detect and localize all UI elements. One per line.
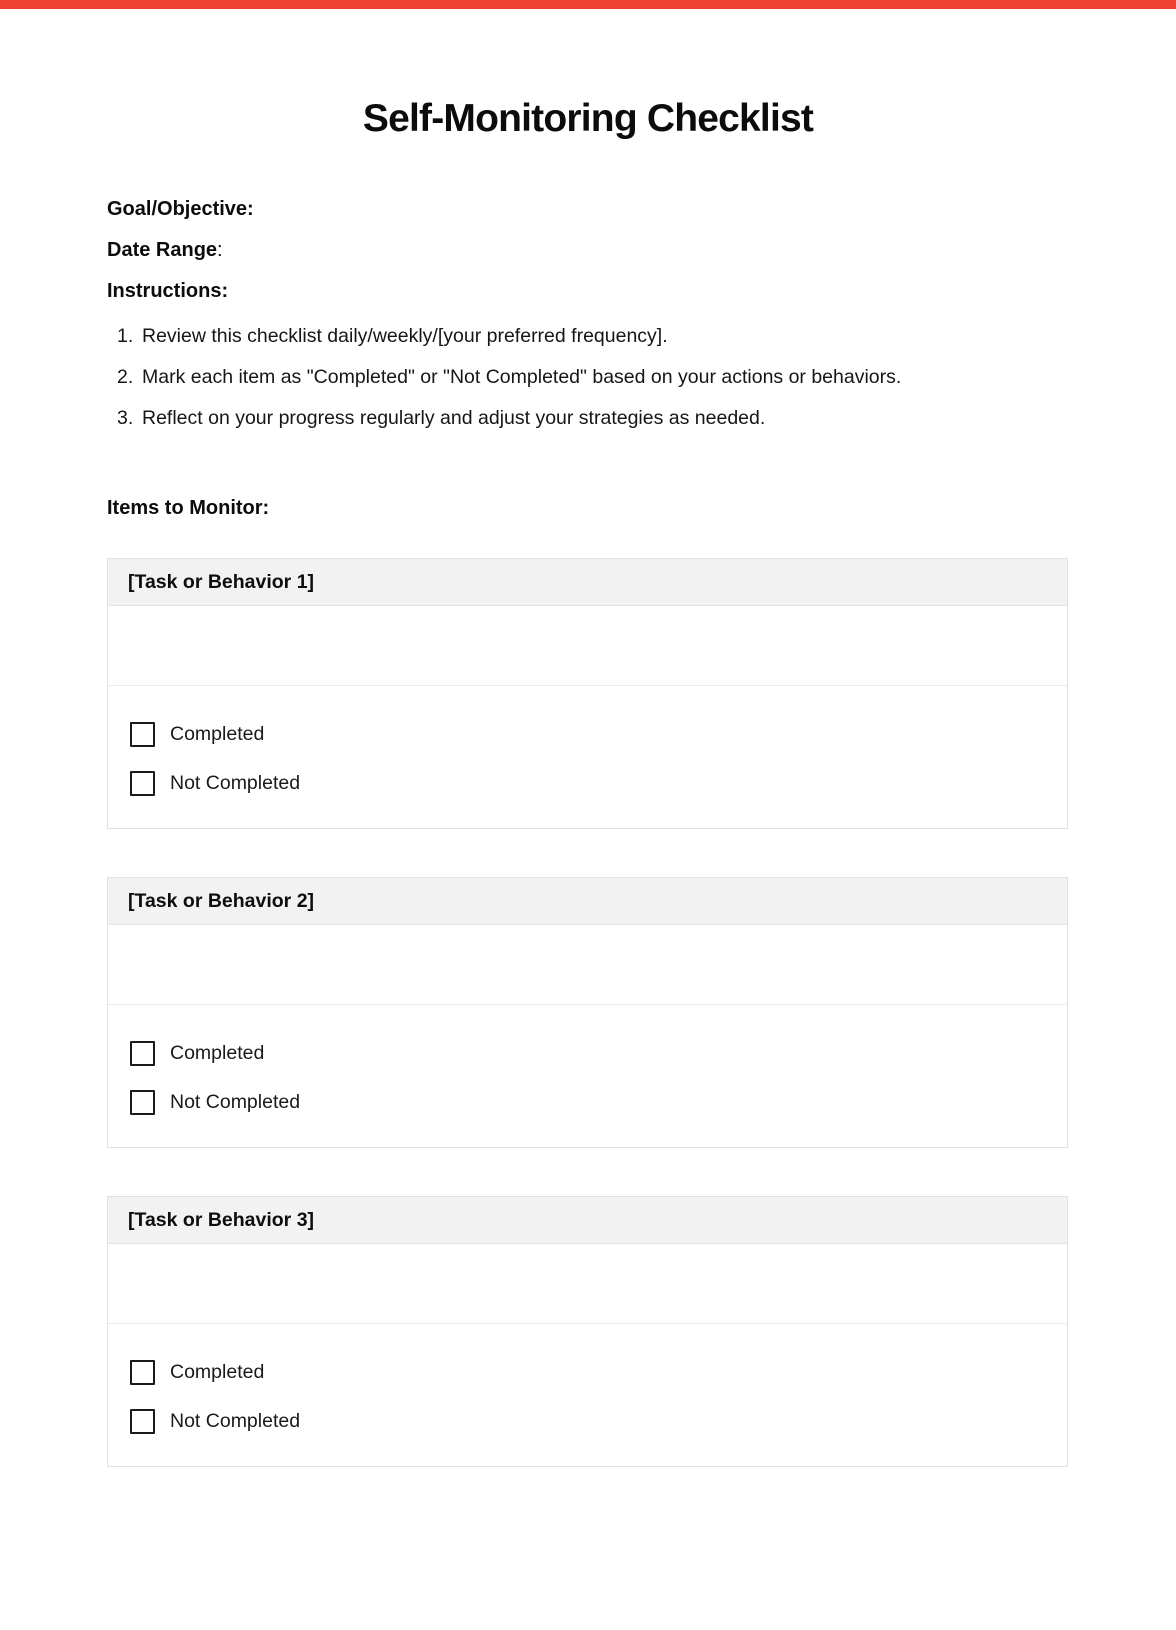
- instruction-number: 1.: [117, 325, 134, 347]
- task-card-2-not-completed-row: [130, 1090, 300, 1115]
- not-completed-checkbox[interactable]: [130, 771, 155, 796]
- instruction-text: Mark each item as "Completed" or "Not Completed" based on your actions or behaviors.: [142, 366, 902, 388]
- completed-checkbox[interactable]: [130, 722, 155, 747]
- task-card-1-not-completed-row: [130, 771, 300, 796]
- task-card-3-not-completed-row: [130, 1409, 300, 1434]
- not-completed-checkbox[interactable]: [130, 1409, 155, 1434]
- instructions-label: Instructions:: [107, 280, 229, 302]
- task-card-3-title: [Task or Behavior 3]: [128, 1208, 315, 1231]
- completed-label: Completed: [170, 723, 265, 745]
- completed-label: Completed: [170, 1361, 265, 1383]
- instruction-number: 3.: [117, 407, 134, 429]
- completed-checkbox[interactable]: [130, 1360, 155, 1385]
- items-to-monitor-heading: Items to Monitor:: [107, 497, 270, 519]
- task-card-2-completed-row: [130, 1041, 264, 1066]
- not-completed-label: Not Completed: [170, 772, 301, 794]
- page-title: Self-Monitoring Checklist: [362, 97, 814, 140]
- instruction-text: Review this checklist daily/weekly/[your preferred frequency].: [142, 325, 668, 347]
- instruction-text: Reflect on your progress regularly and adjust your strategies as needed.: [142, 407, 766, 429]
- task-card-2: [107, 877, 1068, 1148]
- top-accent-bar: [0, 0, 1176, 9]
- not-completed-checkbox[interactable]: [130, 1090, 155, 1115]
- task-card-1-title: [Task or Behavior 1]: [128, 570, 315, 593]
- task-card-1: [107, 558, 1068, 829]
- task-card-2-header: [108, 878, 1067, 925]
- instruction-item: [117, 366, 901, 389]
- task-card-1-header: [108, 559, 1067, 606]
- task-card-2-title: [Task or Behavior 2]: [128, 889, 315, 912]
- completed-label: Completed: [170, 1042, 265, 1064]
- task-card-3: [107, 1196, 1068, 1467]
- task-card-3-header: [108, 1197, 1067, 1244]
- instruction-item: [117, 325, 901, 348]
- instructions-list: [117, 325, 901, 448]
- task-card-3-description-area[interactable]: [108, 1244, 1067, 1324]
- date-range-colon: :: [217, 239, 223, 261]
- task-card-1-description-area[interactable]: [108, 606, 1067, 686]
- completed-checkbox[interactable]: [130, 1041, 155, 1066]
- task-card-1-completed-row: [130, 722, 264, 747]
- task-card-2-description-area[interactable]: [108, 925, 1067, 1005]
- date-range-label: Date Range:: [107, 239, 223, 261]
- instruction-number: 2.: [117, 366, 134, 388]
- instruction-item: [117, 407, 901, 430]
- task-card-3-completed-row: [130, 1360, 264, 1385]
- not-completed-label: Not Completed: [170, 1091, 301, 1113]
- not-completed-label: Not Completed: [170, 1410, 301, 1432]
- goal-objective-label: Goal/Objective:: [107, 198, 254, 220]
